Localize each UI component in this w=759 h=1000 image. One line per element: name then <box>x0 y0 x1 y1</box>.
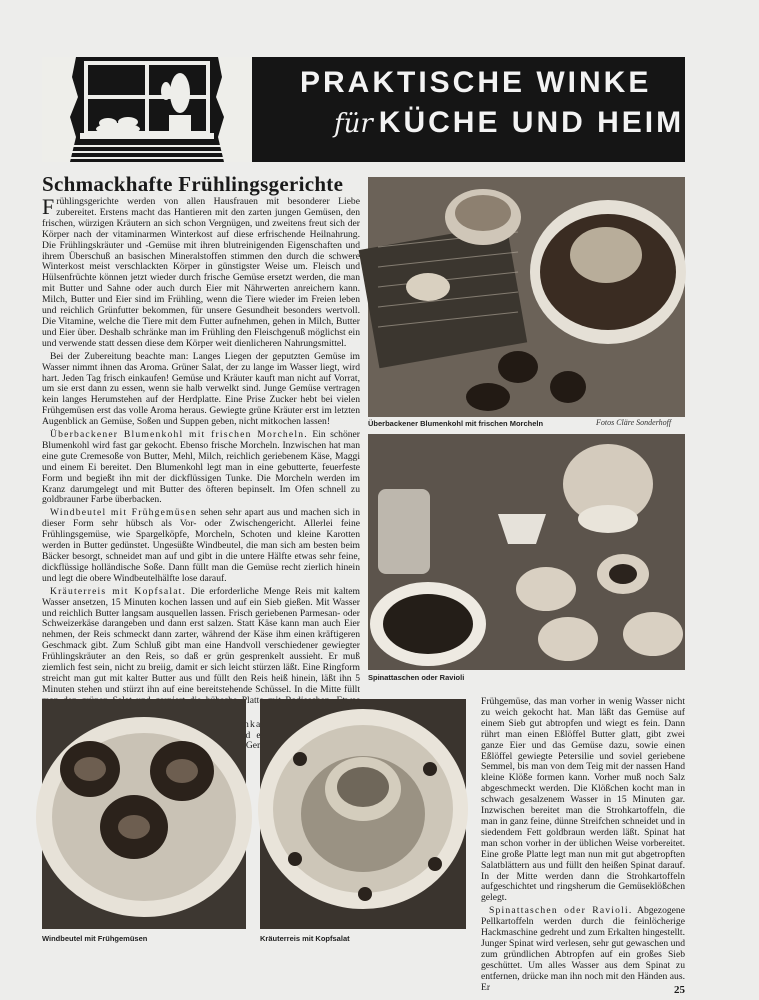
banner-line2: KÜCHE UND HEIM <box>378 106 685 139</box>
article-column-1 <box>42 194 361 706</box>
banner-line2-script: für <box>334 109 373 139</box>
paragraph: Frühlingsgerichte werden von allen Hausfrauen mit besonderer Liebe zubereitet. Erstens macht das Hantieren mit den zarten jungen Gemüsen, den frischen, würzigen Kräutern an sich schon Vergnügen, und zweitens freut sich der Körper nach der vitaminarmen Winterkost auf diese erfrischende Heilnahrung. Die Frühlingskräuter und -Gemüse mit ihren blutreinigenden Eigenschaften und ihrem Überschuß an basischen Mineralstoffen stimmen den durch die schwere Winterkost meist verschlackten Körper in günstigster Weise um. Fleisch und Hülsenfrüchte können jetzt wieder durch frische Gemüse ersetzt werden, die man mit Butter und Sahne oder auch durch Eier mit Nährwerten anreichern kann. Milch, Butter und Eier sind im Frühling, wenn die Tiere wieder im Freien leben und reichlich Grünfutter bekommen, für unsere Gesundheit besonders wertvoll. Die Vitamine, welche die Tiere mit dem Futter aufnehmen, gehen in Milch, Butter und Eier über. Deshalb schränke man im Frühling den Fleischgenuß möglichst ein und verwende statt dessen diese dem Körper weit dienlicheren Nahrungsmittel. <box>42 194 360 349</box>
paragraph: Kräuterreis mit Kopfsalat. Die erforderliche Menge Reis mit kaltem Wasser ansetzen, 15 Minuten kochen lassen und auf ein Sieb gießen. Mit Wasser und reichlich Butter langsam ausquellen lassen. Frisch geriebenen Parmesan- oder Schweizerkäse darangeben und dann erst salzen. Statt Käse kann man auch Eier nehmen, der Reis schmeckt dann zarter, während der Käse ihm einen kräftigeren Geschmack gibt. Zum Schluß gibt man eine Handvoll verschiedener gewiegter Frühlingskräuter an den Reis, so daß er grün gesprenkelt aussieht. Er muß ziemlich fest sein, nicht zu breiig, damit er sich leicht stürzen läßt. Eine Ringform streicht man gut mit kalter Butter aus und füllt den Reis heiß hinein, läßt ihn 5 Minuten stehen und stürzt ihn auf eine bereitstehende Schüssel. In die Mitte füllt Platte <box>42 585 361 706</box>
paragraph: Windbeutel mit Frühgemüsen sehen sehr apart aus und machen sich in dieser Form sehr hübsch als Vor- oder Zwischengericht. Allerlei feine Frühlingsgemüse, wie Spargelköpfe, Morcheln, Schoten und kleine Karotten werden in Butter gedünstet. Ungesüßte Windbeutel, die man sich am besten beim Bäcker besorgt, schneidet man auf und gibt in die untere Hälfte etwas sehr feine, dickflüssige holländische Soße. Dann füllt man die Gemüse recht zierlich hinein und legt die obere Windbeutelhälfte lose darauf. <box>42 507 360 584</box>
header-banner <box>42 57 685 162</box>
photo-ravioli <box>368 434 685 670</box>
paragraph: Bei der Zubereitung beachte man: Langes Liegen der geputzten Gemüse im Wasser nimmt ihnen das Aroma. Grüner Salat, der zu lange im Wasser liegt, wird hart. Jeden Tag frisch einkaufen! Gemüse und Kräuter kauft man nicht auf Vorrat, um sie erst dann zu essen, wenn sie halb verwelkt sind. Junge Gemüse vertragen kein langes Herumstehen auf der Herdplatte. Eine Prise Zucker hebt bei vielen Frühgemüsen erst das volle Aroma heraus. Gewiegte grüne Kräuter erst im letzten Augenblick an Gemüse, Soßen und Suppen geben, nicht mitkochen lassen! <box>42 350 360 428</box>
caption-ravioli: Spinattaschen oder Ravioli <box>368 673 465 682</box>
banner-title <box>300 67 684 140</box>
photo-kraeuterreis <box>260 699 466 929</box>
photo-windbeutel <box>42 699 246 929</box>
article-headline: Schmackhafte Frühlingsgerichte <box>42 172 344 196</box>
photo-blumenkohl <box>368 177 685 417</box>
page-number: 25 <box>674 984 685 996</box>
window-illustration <box>42 57 252 162</box>
photo-credit: Fotos Cläre Sonderhoff <box>596 418 672 427</box>
caption-kraeuterreis: Kräuterreis mit Kopfsalat <box>260 934 350 943</box>
paragraph: Spinattaschen oder Ravioli. Abgezogene Pellkartoffeln werden durch die feinlöcherige Hackmaschine gedreht und zum Erkalten hingestellt. Junger Spinat wird verlesen, sehr gut gewaschen und zum gründlichen Abtropfen auf ein großes Sieb geschüttet. Um alles Wasser aus dem Spinat zu entfernen, drücke man ihn noch mit den Händen aus. Er <box>481 905 685 993</box>
banner-line1: PRAKTISCHE WINKE <box>300 66 652 99</box>
paragraph: Überbackener Blumenkohl mit frischen Morcheln. Ein schöner Blumenkohl wird fast gar gekocht. Ebenso frische Morcheln. Inzwischen hat man eine gute Cremesoße von Butter, Mehl, Milch, reichlich geriebenem Käse, Maggi und einem Ei bereitet. Den Blumenkohl legt man in eine gebutterte, feuerfeste Form und begießt ihn mit der dickflüssigen Tunke. Die Morcheln werden im Kranz darumgelegt und mit Butter des öfteren bepinselt. Im Ofen schnell zu goldbrauner Farbe überbacken. <box>42 429 360 506</box>
caption-windbeutel: Windbeutel mit Frühgemüsen <box>42 934 148 943</box>
paragraph: Frühgemüse, das man vorher in wenig Wasser nicht zu weich gekocht hat. Man läßt das Gemüse auf einem Sieb gut abtropfen und wiegt es fein. Dann rührt man einen Eßlöffel Butter glatt, gibt zwei ganze Eier und das Gemüse dazu, sowie einen Eßlöffel gewiegte Petersilie und soviel geriebene Semmel, bis man von dem Teig mit der nassen Hand kleine Klöße formen kann. Vorher muß noch Salz abgeschmeckt werden. Die Klößchen kocht man in schwach gesalzenem Wasser in 15 Minuten gar. Inzwischen bereitet man die Strohkartoffeln, die man in ganz feine, dünne Streifchen schneidet und in siedendem Fett goldbraun werden läßt. Spinat hat man schon vorher in der üblichen Weise vorbereitet. Eine große Platte legt man nun mit gut abgetropften Salatblättern aus und füllt den heißen Spinat darauf. In der Mitte werden dann die Strohkartoffeln aufgeschichtet und ringsherum die Gemüseklößchen gelegt. <box>481 696 685 904</box>
caption-blumenkohl: Überbackener Blumenkohl mit frischen Morcheln <box>368 419 544 428</box>
